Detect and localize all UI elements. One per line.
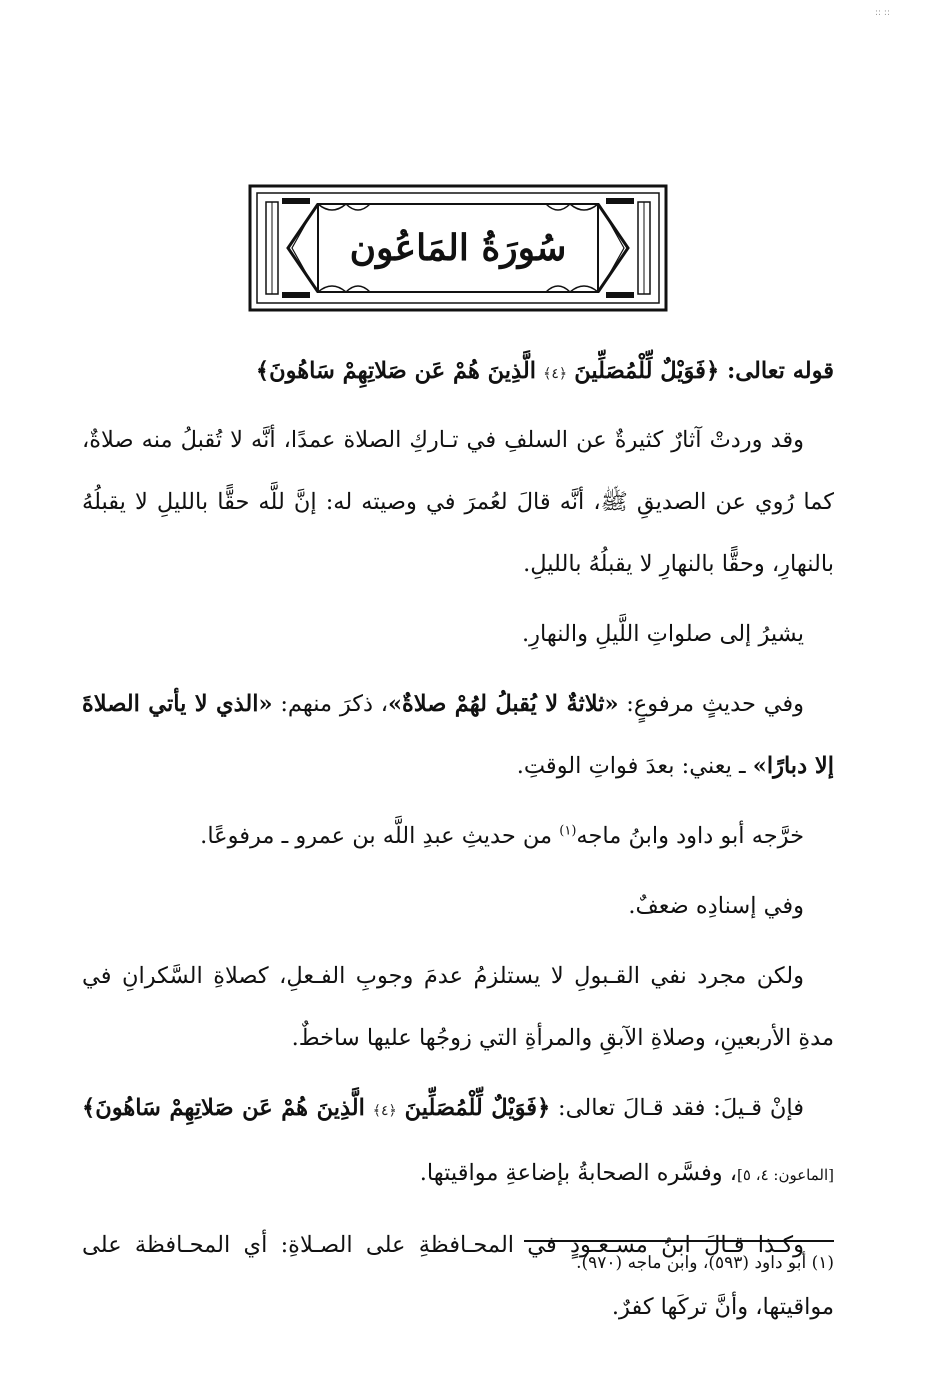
intro-verse-line <box>82 340 834 405</box>
paragraph-5: وفي إسنادِه ضعفٌ. <box>628 893 804 919</box>
footnote-marker: (١) <box>559 823 577 839</box>
p4-text-b: من حديثِ عبدِ اللَّه بن عمرو ـ مرفوعًا. <box>200 823 560 849</box>
corner-mark: :: :: <box>875 8 890 18</box>
p7-verse-b: الَّذِينَ هُمْ عَن صَلاتِهِمْ سَاهُونَ <box>95 1095 365 1121</box>
hadith-quote-1: «ثلاثةٌ لا يُقبلُ لهُمْ صلاةٌ» <box>387 691 619 717</box>
paragraph-8: وكـذا قـالَ ابنُ مسـعـودٍ في المحـافظةِ على الصـلاةِ: أي المحـافظة على مواقيتها، وأنَّ تركَها كفرٌ. <box>82 1232 834 1320</box>
verse-number: ﴿٤﴾ <box>543 366 568 382</box>
intro-lead: قوله تعالى: <box>719 358 834 384</box>
verse-close-bracket: ﴾ <box>255 358 270 384</box>
verse-part-a: فَوَيْلٌ لِّلْمُصَلِّينَ <box>574 358 706 384</box>
verse-part-b: الَّذِينَ هُمْ عَن صَلاتِهِمْ سَاهُونَ <box>269 358 536 384</box>
p3-text-a: وفي حديثٍ مرفوعٍ: <box>618 691 804 717</box>
footnote: (١) أبو داود (٥٩٣)، وابن ماجه (٩٧٠). <box>576 1253 834 1273</box>
p7-verse-number: ﴿٤﴾ <box>372 1103 397 1119</box>
p3-text-c: ، ذكرَ منهم: <box>272 691 388 717</box>
p7-verse-open: ﴿ <box>536 1095 551 1121</box>
main-text <box>82 340 834 1346</box>
verse-open-bracket: ﴿ <box>705 358 720 384</box>
p7-text-a: فإنْ قـيلَ: فقد قـالَ تعالى: <box>550 1095 804 1121</box>
paragraph-1: وقد وردتْ آثارٌ كثيرةٌ عن السلفِ في تـاركِ الصلاة عمدًا، أنَّه لا تُقبلُ منه صلاةٌ، كما رُوي عن الصديقِ ﷺ، أنَّه قالَ لعُمرَ في وصيته له: إنَّ للَّه حقًّا بالليلِ لا يقبلُهُ بالنهارِ، وحقًّا بالنهارِ لا يقبلُهُ بالليلِ. <box>82 427 834 577</box>
p3-text-e: ـ يعني: بعدَ فواتِ الوقتِ. <box>516 753 753 779</box>
surah-title-frame <box>248 184 668 312</box>
p7-text-c: ، وفسَّره الصحابةُ بإضاعةِ مواقيتها. <box>419 1160 738 1186</box>
paragraph-7 <box>82 1077 834 1206</box>
footnote-divider <box>524 1240 834 1242</box>
surah-title: سُورَةُ المَاعُون <box>349 227 567 269</box>
paragraph-3 <box>82 673 834 797</box>
paragraph-2: يشيرُ إلى صلواتِ اللَّيلِ والنهارِ. <box>521 621 804 647</box>
paragraph-4 <box>82 805 834 867</box>
p7-verse-close: ﴾ <box>82 1095 96 1121</box>
p4-text-a: خرَّجه أبو داود وابنُ ماجه <box>576 823 804 849</box>
p7-verse-a: فَوَيْلٌ لِّلْمُصَلِّينَ <box>404 1095 537 1121</box>
paragraph-6: ولكن مجرد نفي القـبولِ لا يستلزمُ عدمَ وجوبِ الفـعلِ، كصلاةِ السَّكرانِ في مدةِ الأربعينِ، وصلاةِ الآبقِ والمرأةِ التي زوجُها عليها ساخطٌ. <box>82 963 834 1051</box>
quran-reference: [الماعون: ٤، ٥] <box>737 1166 834 1184</box>
hadith-quote-2: «الذي لا يأتي الصلاةَ إلا دبارًا» <box>82 691 834 779</box>
